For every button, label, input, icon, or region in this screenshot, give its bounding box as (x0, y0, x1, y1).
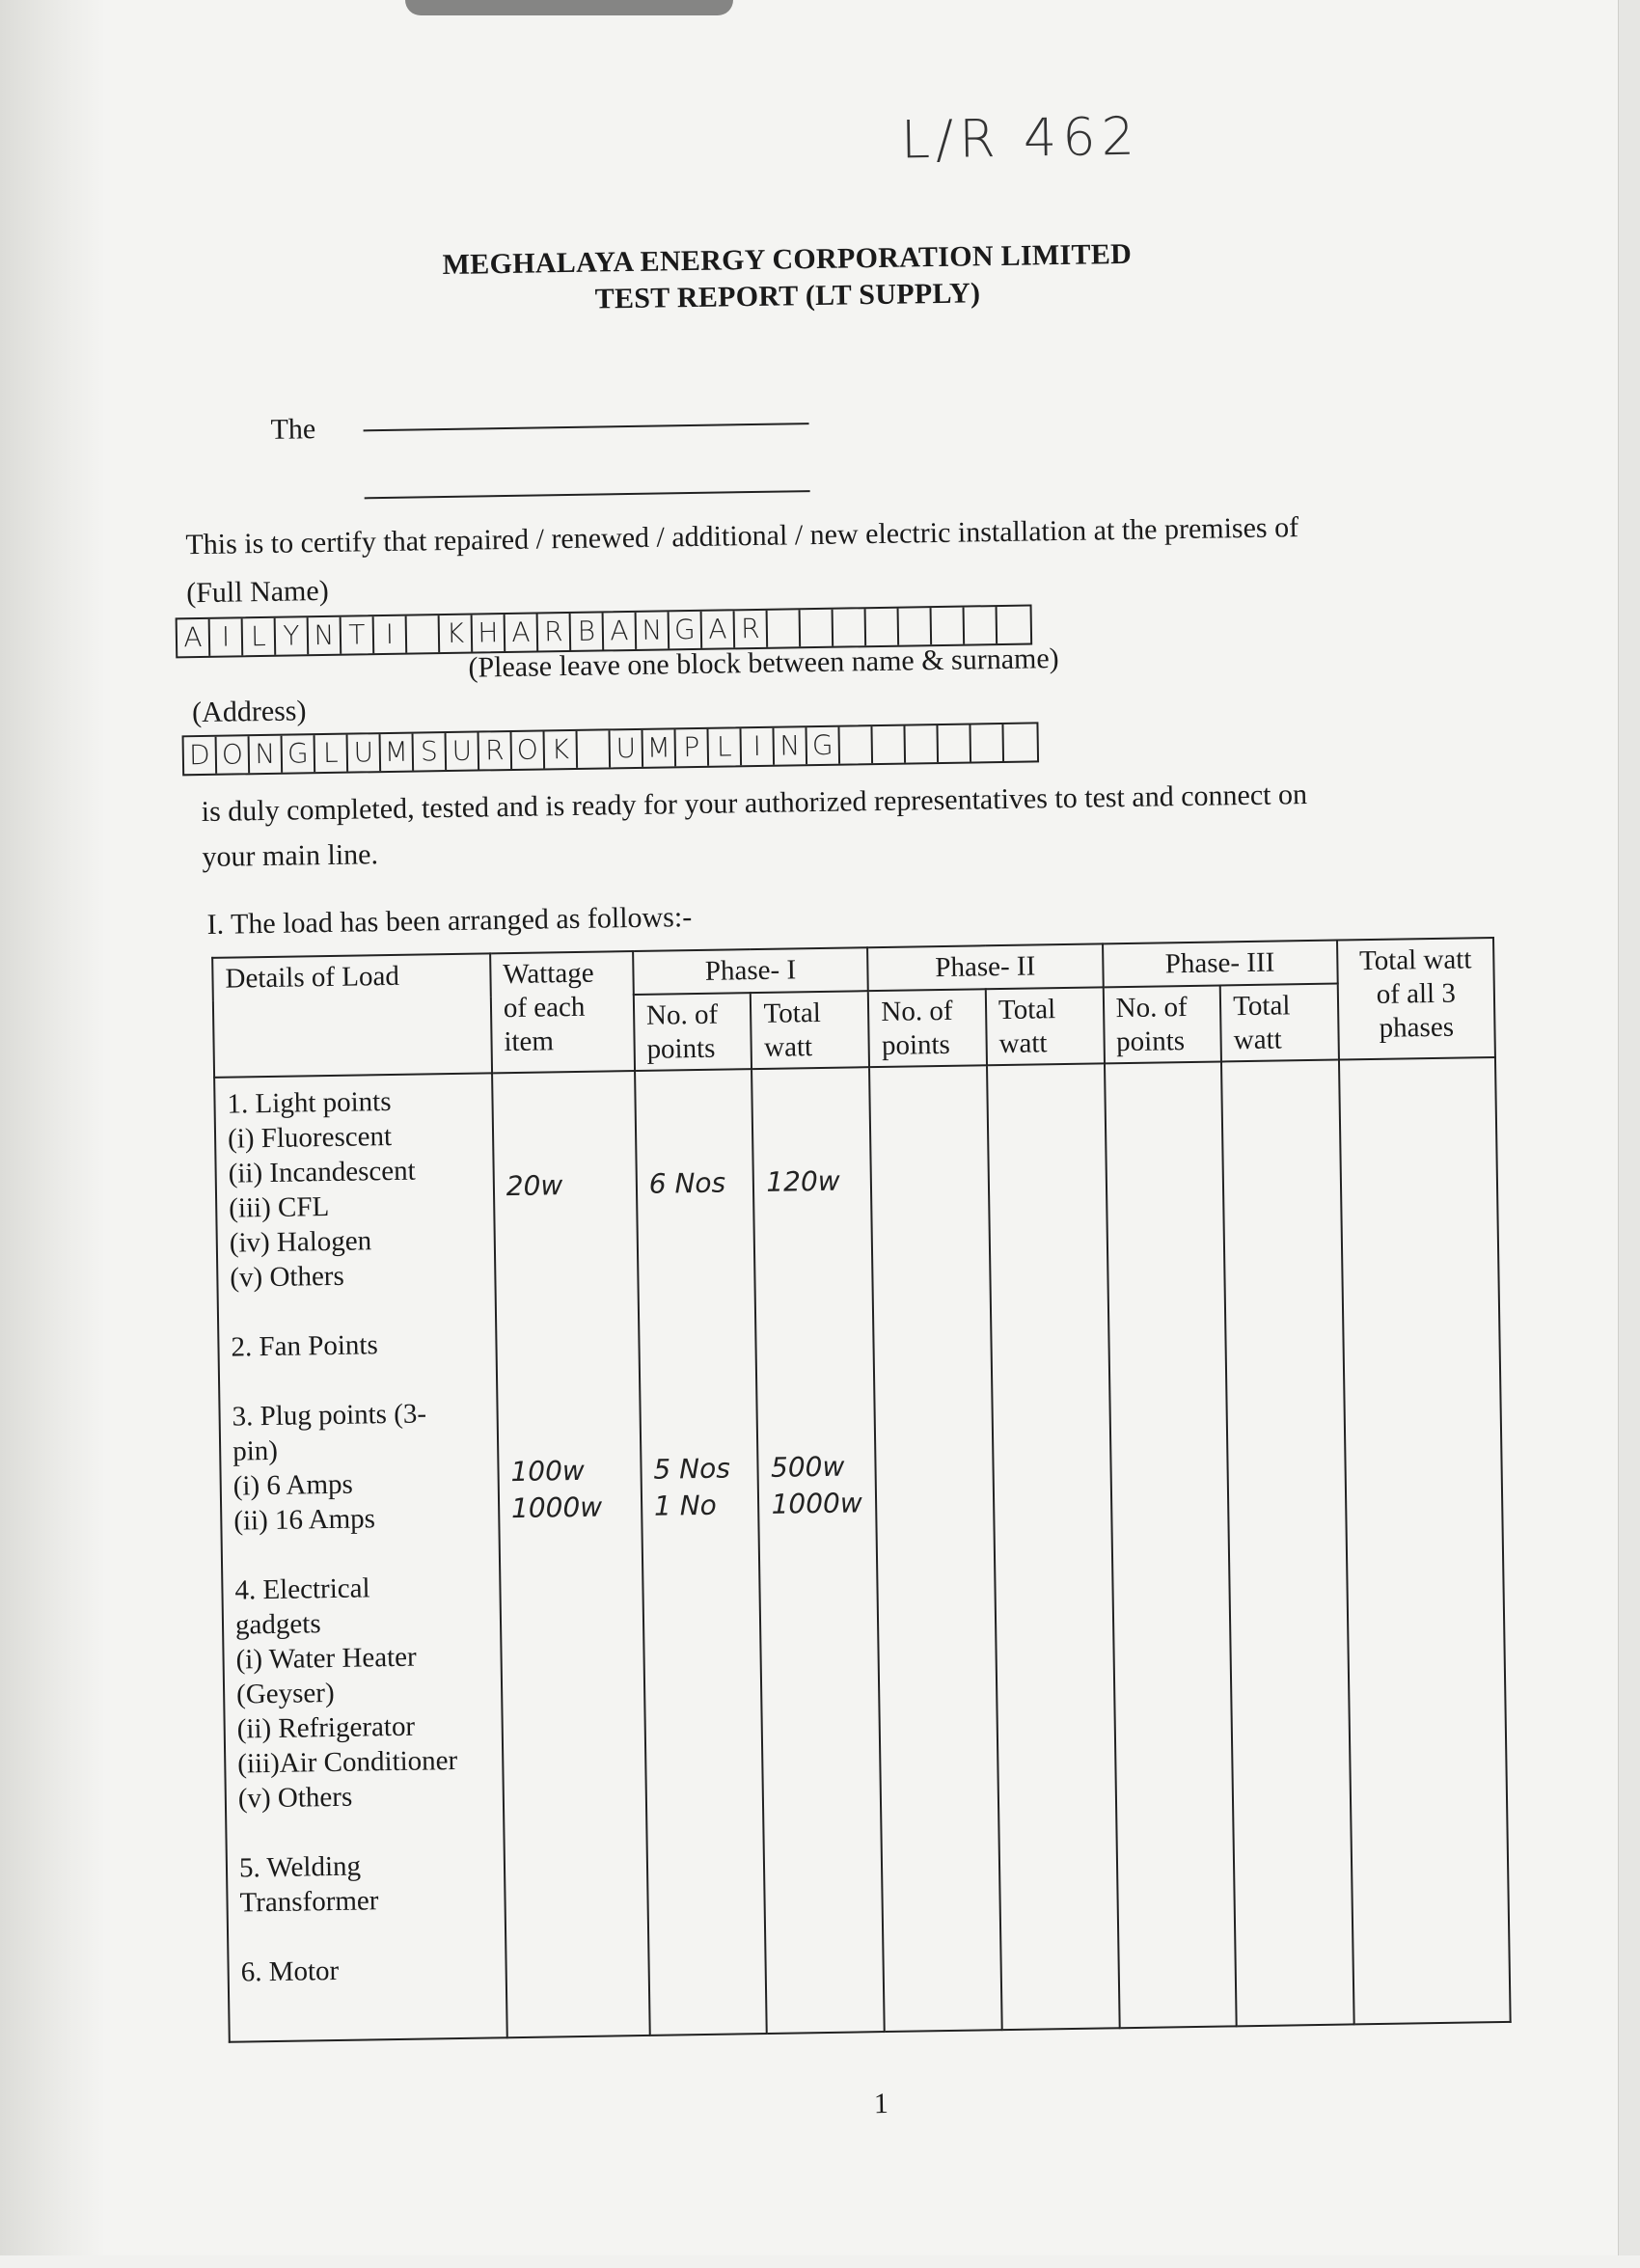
load-detail-line: (Geyser) (235, 1678, 335, 1710)
load-detail-line: 3. Plug points (3- (232, 1398, 427, 1433)
amp6-total: 500w (770, 1450, 845, 1484)
address-box[interactable]: U (611, 730, 644, 768)
wattage-cell[interactable] (492, 1071, 650, 2037)
load-detail-line: (iii) CFL (228, 1191, 330, 1225)
name-box[interactable]: L (243, 618, 277, 656)
addressee-line-1[interactable] (364, 423, 809, 431)
load-detail-line: (iv) Halogen (229, 1225, 372, 1260)
load-detail-line (232, 1362, 484, 1401)
address-box[interactable]: N (774, 727, 807, 765)
address-box[interactable]: G (283, 735, 316, 773)
name-box[interactable]: Y (276, 617, 310, 655)
load-detail-line: (v) Others (230, 1261, 345, 1295)
name-box[interactable] (407, 615, 441, 653)
section-heading: I. The load has been arranged as follows:- (206, 901, 693, 941)
address-box[interactable] (970, 724, 1004, 762)
name-box[interactable] (768, 610, 802, 647)
address-box[interactable]: P (675, 729, 709, 767)
name-box[interactable] (866, 609, 900, 646)
name-box[interactable]: T (342, 616, 375, 654)
p3-total-cell[interactable] (1221, 1060, 1353, 2027)
p1-total-cell[interactable] (752, 1068, 885, 2035)
load-detail-line: pin) (232, 1435, 279, 1467)
load-detail-line: 2. Fan Points (231, 1329, 379, 1364)
name-box[interactable] (899, 608, 933, 645)
name-box[interactable]: A (702, 611, 736, 648)
header-phase-3: Phase- III (1103, 941, 1338, 988)
name-box[interactable]: I (210, 618, 244, 656)
load-detail-line (234, 1536, 487, 1574)
name-note: (Please leave one block between name & surname) (468, 642, 1059, 684)
load-detail-line: (i) Water Heater (235, 1642, 417, 1676)
load-detail-line: Transformer (239, 1885, 379, 1919)
report-title: TEST REPORT (LT SUPPLY) (594, 277, 981, 315)
name-box[interactable]: A (604, 613, 638, 650)
cfl-wattage: 20w (506, 1169, 563, 1203)
name-box[interactable] (965, 607, 998, 644)
address-box[interactable]: S (414, 733, 448, 771)
load-detail-line: (ii) Incandescent (228, 1155, 416, 1190)
load-detail-line: (ii) 16 Amps (233, 1503, 376, 1537)
amp16-points: 1 No (653, 1489, 718, 1522)
address-box[interactable]: R (479, 732, 513, 770)
name-box[interactable]: I (374, 616, 408, 654)
page-number: 1 (873, 2088, 889, 2120)
load-detail-line: 1. Light points (227, 1086, 392, 1121)
load-detail-line: (ii) Refrigerator (236, 1711, 416, 1745)
load-detail-line: gadgets (234, 1608, 321, 1641)
p1-points-cell[interactable] (635, 1069, 767, 2036)
name-box[interactable]: R (735, 611, 769, 648)
name-box[interactable] (932, 608, 966, 645)
load-detail-line: 6. Motor (240, 1955, 340, 1988)
load-detail-line (231, 1293, 483, 1331)
load-detail-line: (i) 6 Amps (232, 1469, 354, 1502)
name-box[interactable] (998, 607, 1031, 644)
address-box[interactable] (839, 726, 873, 764)
name-box[interactable]: G (670, 612, 703, 649)
address-box[interactable]: M (643, 729, 677, 767)
name-box[interactable]: R (538, 614, 572, 651)
address-box[interactable] (872, 726, 906, 764)
total-all-cell[interactable] (1339, 1057, 1511, 2024)
address-box[interactable]: L (708, 728, 742, 766)
amp6-wattage: 100w (510, 1454, 586, 1489)
address-box[interactable]: U (348, 734, 382, 772)
load-detail-line (238, 1814, 491, 1852)
p3-points-cell[interactable] (1105, 1062, 1237, 2029)
name-box[interactable]: A (178, 619, 211, 657)
name-box[interactable] (801, 610, 834, 647)
header-p3-total: Total watt (1220, 983, 1339, 1061)
address-box[interactable]: L (315, 735, 349, 773)
address-box[interactable] (578, 730, 612, 768)
address-box[interactable]: I (741, 728, 775, 766)
name-box[interactable]: N (309, 617, 342, 655)
header-total-all-phases: Total watt of all 3 phases (1337, 938, 1495, 1060)
header-p1-points: No. of points (634, 993, 752, 1071)
address-box[interactable]: O (217, 736, 251, 774)
load-detail-line: 4. Electrical (234, 1572, 370, 1606)
name-box[interactable] (834, 609, 867, 646)
address-box[interactable]: G (806, 727, 840, 765)
amp6-points: 5 Nos (653, 1452, 731, 1486)
cfl-total: 120w (766, 1165, 840, 1199)
addressee-line-2[interactable] (365, 490, 810, 499)
p2-points-cell[interactable] (869, 1066, 1001, 2033)
header-p2-total: Total watt (986, 987, 1105, 1065)
address-box[interactable]: D (184, 737, 218, 775)
amp16-total: 1000w (771, 1486, 863, 1520)
address-box[interactable]: N (250, 736, 284, 774)
header-phase-2: Phase- II (867, 943, 1103, 991)
table-body-row (214, 1057, 1511, 2042)
load-detail-line: (i) Fluorescent (227, 1121, 393, 1156)
address-box[interactable] (1003, 724, 1037, 761)
completion-text-1: is duly completed, tested and is ready for your authorized representatives to test and connect on (201, 779, 1308, 829)
header-p2-points: No. of points (868, 989, 987, 1067)
address-box[interactable]: U (447, 733, 480, 771)
name-box[interactable]: K (440, 615, 474, 653)
amp16-wattage: 1000w (510, 1490, 603, 1524)
header-wattage: Wattage of each item (490, 951, 635, 1074)
load-detail-line: (iii)Air Conditioner (237, 1745, 458, 1780)
p2-total-cell[interactable] (987, 1064, 1119, 2031)
load-detail-line: (v) Others (237, 1782, 353, 1815)
header-p3-points: No. of points (1103, 985, 1221, 1063)
cfl-points: 6 Nos (648, 1166, 726, 1201)
name-box[interactable]: N (637, 612, 670, 649)
address-label: (Address) (191, 695, 307, 729)
certify-text: This is to certify that repaired / renewed / additional / new electric installation at the premises of (185, 511, 1299, 561)
address-box[interactable] (938, 724, 971, 762)
addressee-label: The (270, 413, 316, 446)
address-box[interactable]: M (381, 734, 415, 772)
details-cell (214, 1074, 507, 2042)
address-box[interactable]: O (512, 731, 546, 769)
header-phase-1: Phase- I (633, 947, 868, 995)
address-box[interactable]: K (545, 731, 579, 769)
load-detail-line (240, 1918, 493, 1956)
address-boxes[interactable] (182, 722, 1040, 776)
name-box[interactable]: A (506, 615, 539, 652)
header-details: Details of Load (212, 953, 492, 1078)
load-detail-line: 5. Welding (238, 1850, 362, 1884)
address-box[interactable] (905, 725, 939, 763)
company-name: MEGHALAYA ENERGY CORPORATION LIMITED (442, 237, 1133, 282)
handwritten-reference: L/R 462 (900, 105, 1141, 171)
full-name-label: (Full Name) (185, 574, 329, 610)
name-box[interactable]: B (571, 613, 605, 650)
completion-text-2: your main line. (202, 838, 379, 874)
load-table (211, 937, 1512, 2043)
name-box[interactable]: H (473, 615, 506, 652)
header-p1-total: Total watt (751, 991, 869, 1069)
